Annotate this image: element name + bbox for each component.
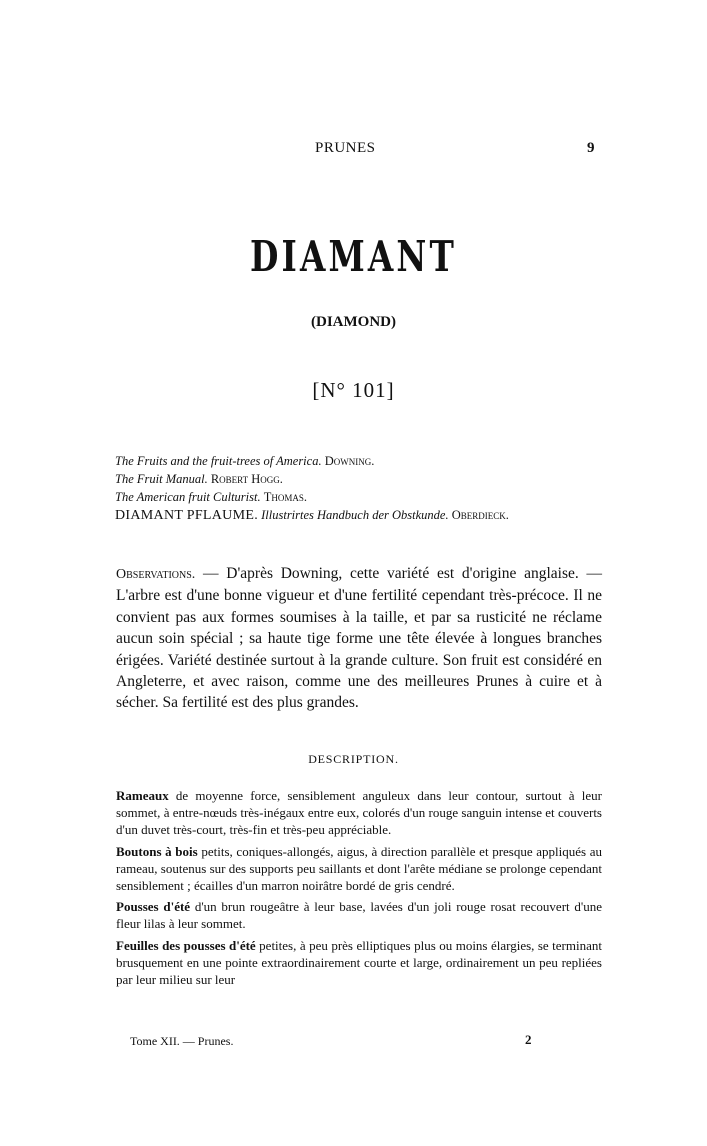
footer-volume: Tome XII. — Prunes.	[130, 1034, 234, 1048]
reference-work: The Fruit Manual.	[115, 472, 208, 486]
reference-author: Downing.	[324, 454, 375, 468]
references	[115, 452, 615, 525]
reference-author: Oberdieck.	[451, 508, 509, 522]
observations-text: — D'après Downing, cette variété est d'origine anglaise. — L'arbre est d'une bonne vigueur et d'une fertilité cependant très-précoce. Il ne convient pas aux formes soumises à la taille, et par sa rusticité ne réclame aucun soin spécial ; sa haute tige forme une tête élevée à longues branches érigées. Variété destinée surtout à la grande culture. Son fruit est considéré en Angleterre, et avec raison, comme une des meilleures Prunes à cuire et à sécher. Sa fertilité est des plus grandes.	[116, 565, 602, 712]
page-number: 9	[587, 140, 595, 156]
description-term: Feuilles des pousses d'été	[116, 937, 256, 953]
reference-work: The Fruits and the fruit-trees of America.	[115, 454, 322, 468]
observations-paragraph	[116, 563, 602, 714]
description-paragraph	[116, 843, 602, 895]
reference-work: Illustrirtes Handbuch der Obstkunde.	[261, 508, 449, 522]
reference-author: Thomas.	[263, 490, 308, 504]
description-term: Pousses d'été	[116, 899, 191, 915]
description-text: de moyenne force, sensiblement anguleux dans leur contour, surtout à leur sommet, à entre-nœuds très-inégaux entre eux, colorés d'un rouge sanguin intense et couverts d'un duvet très-court, très-fin et très-peu appréciable.	[116, 788, 602, 838]
description-paragraph	[116, 787, 602, 839]
subtitle: (DIAMOND)	[311, 314, 396, 330]
reference-item	[115, 488, 615, 506]
description-term: Rameaux	[116, 788, 169, 803]
reference-item	[115, 470, 615, 488]
description-body	[116, 787, 602, 992]
running-head: PRUNES	[315, 140, 376, 156]
description-text: d'un brun rougeâtre à leur base, lavées d'un joli rouge rosat recouvert d'une fleur lilas à leur sommet.	[116, 899, 602, 932]
description-text: petites, à peu près elliptiques plus ou moins élargies, se terminant brusquement en une pointe extraordinairement courte et large, ordinairement un peu repliées par leur milieu sur leur	[116, 937, 602, 988]
reference-item	[115, 506, 615, 525]
description-text: petits, coniques-allongés, aigus, à direction parallèle et presque appliqués au rameau, soutenus sur des supports peu saillants et dont l'arête médiane se prolonge cependant sensiblement ; écailles d'un marron noirâtre bordé de gris cendré.	[116, 843, 603, 894]
reference-name: DIAMANT PFLAUME.	[115, 508, 258, 523]
reference-work: The American fruit Culturist.	[115, 490, 261, 504]
reference-author: Robert Hogg.	[210, 472, 283, 486]
variety-number: [N° 101]	[312, 378, 395, 402]
observations-label: Observations.	[116, 567, 196, 582]
reference-item	[115, 452, 615, 470]
description-heading: DESCRIPTION.	[308, 752, 399, 766]
description-paragraph	[116, 937, 602, 989]
footer-signature: 2	[525, 1032, 532, 1047]
description-term: Boutons à bois	[116, 843, 198, 859]
page-title: DIAMANT	[249, 232, 457, 281]
description-paragraph	[116, 898, 602, 932]
